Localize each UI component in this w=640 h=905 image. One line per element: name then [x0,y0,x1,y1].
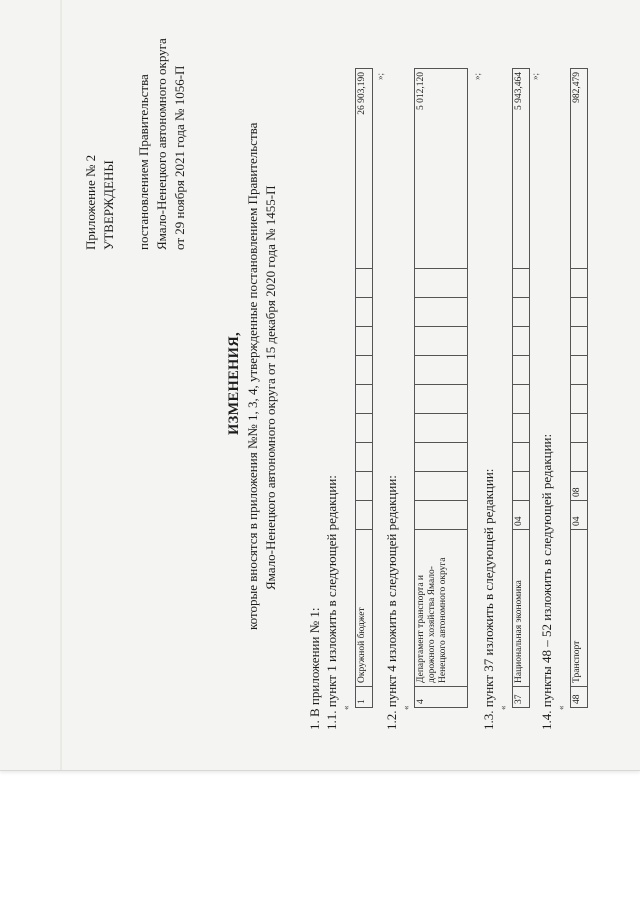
decree-line-1: постановлением Правительства [136,74,151,250]
cell-name: Национальная экономика [513,530,530,687]
amendment-table-1 [355,68,373,708]
cell-empty [571,327,588,356]
cell-empty [356,269,373,298]
cell-number: 1 [356,687,373,708]
cell-code-1 [356,501,373,530]
cell-empty [356,356,373,385]
cell-empty [356,414,373,443]
close-quote: »; [530,72,540,80]
open-quote: « [556,705,566,710]
cell-code-2 [356,472,373,501]
item-caption: 1.3. пункт 37 изложить в следующей редакции: [481,468,496,730]
open-quote: « [341,705,351,710]
cell-code-2 [415,472,468,501]
cell-name: Окружной бюджет [356,530,373,687]
cell-name: Транспорт [571,530,588,687]
cell-code-1: 04 [513,501,530,530]
amendment-table-4 [570,68,588,708]
decree-line-2: Ямало-Ненецкого автономного округа [154,38,169,250]
cell-value: 982,479 [571,69,588,269]
approved-label: УТВЕРЖДЕНЫ [101,160,116,250]
cell-value: 26 903,190 [356,69,373,269]
close-quote: »; [472,72,482,80]
cell-empty [356,385,373,414]
table-row [356,69,373,708]
cell-value: 5 012,120 [415,69,468,269]
cell-empty [415,269,468,298]
cell-empty [415,385,468,414]
cell-code-2: 08 [571,472,588,501]
cell-code-2 [513,472,530,501]
cell-empty [513,385,530,414]
section-heading: 1. В приложении № 1: [307,607,322,730]
cell-number: 4 [415,687,468,708]
cell-code-1 [415,501,468,530]
cell-empty [415,443,468,472]
subtitle-line-1: которые вносятся в приложения №№ 1, 3, 4, утвержденные постановлением Правительства [245,122,260,630]
item-caption: 1.2. пункт 4 изложить в следующей редакции: [384,475,399,730]
cell-empty [513,327,530,356]
cell-empty [513,443,530,472]
open-quote: « [401,705,411,710]
cell-empty [571,414,588,443]
item-caption: 1.1. пункт 1 изложить в следующей редакции: [324,475,339,730]
close-quote: »; [375,72,385,80]
cell-name: Департамент транспорта и дорожного хозяйства Ямало-Ненецкого автономного округа [415,530,468,687]
cell-empty [571,298,588,327]
decree-line-3: от 29 ноября 2021 года № 1056-П [172,65,187,250]
cell-code-1: 04 [571,501,588,530]
subtitle-line-2: Ямало-Ненецкого автономного округа от 15 декабря 2020 года № 1455-П [263,185,278,590]
cell-empty [415,327,468,356]
table-row [571,69,588,708]
open-quote: « [498,705,508,710]
cell-empty [415,414,468,443]
cell-number: 37 [513,687,530,708]
cell-empty [356,327,373,356]
amendment-table-2 [414,68,468,708]
cell-empty [513,356,530,385]
appendix-label: Приложение № 2 [83,154,98,250]
table-row [415,69,468,708]
cell-empty [415,356,468,385]
table-row [513,69,530,708]
cell-empty [571,356,588,385]
cell-empty [356,298,373,327]
cell-empty [513,269,530,298]
cell-empty [571,443,588,472]
cell-empty [356,443,373,472]
cell-value: 5 943,464 [513,69,530,269]
cell-empty [513,414,530,443]
amendment-table-3 [512,68,530,708]
cell-empty [415,298,468,327]
cell-empty [571,385,588,414]
page-title: ИЗМЕНЕНИЯ, [226,332,242,435]
cell-number: 48 [571,687,588,708]
cell-empty [513,298,530,327]
cell-empty [571,269,588,298]
item-caption: 1.4. пункты 48 – 52 изложить в следующей редакции: [539,433,554,730]
